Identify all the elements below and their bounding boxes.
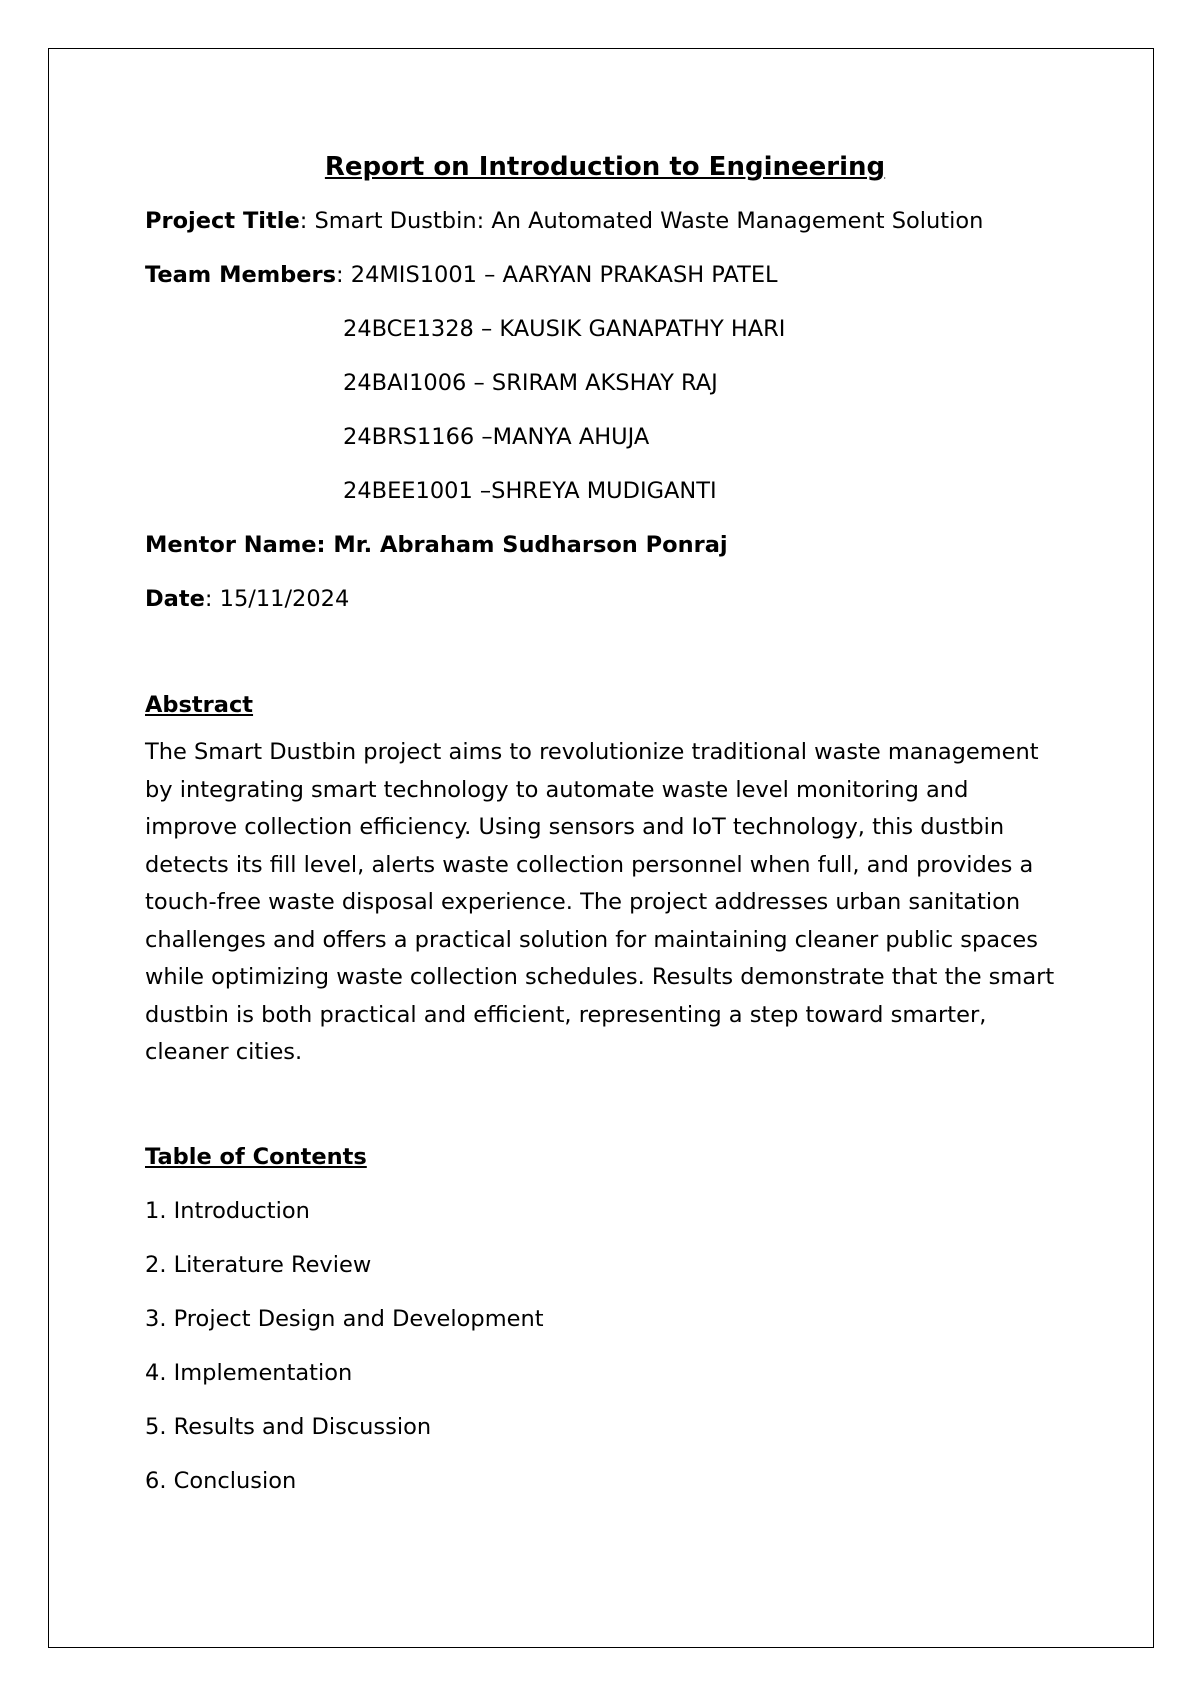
team-member-item [145, 248, 1065, 302]
mentor-row [145, 518, 1065, 572]
team-members-label: Team Members [145, 262, 337, 288]
abstract-text: The Smart Dustbin project aims to revolutionize traditional waste management by integrating smart technology to automate waste level monitoring and improve collection efficiency. Using sensors and IoT technology, this dustbin detects its fill level, alerts waste collection personnel when full, and provides a touch-free waste disposal experience. The project addresses urban sanitation challenges and offers a practical solution for maintaining cleaner public spaces while optimizing waste collection schedules. Results demonstrate that the smart dustbin is both practical and efficient, representing a step toward smarter, cleaner cities. [145, 739, 1055, 1065]
team-member-name: 24BCE1328 – KAUSIK GANAPATHY HARI [343, 316, 786, 342]
label-colon: : [299, 208, 315, 234]
label-colon: : [204, 586, 220, 612]
document-body [145, 146, 1065, 1508]
report-title: Report on Introduction to Engineering [324, 152, 886, 182]
mentor-label: Mentor Name: [145, 532, 334, 558]
toc-item: 2. Literature Review [145, 1251, 372, 1278]
team-member-name: 24BAI1006 – SRIRAM AKSHAY RAJ [343, 370, 718, 396]
team-member-name: 24MIS1001 – AARYAN PRAKASH PATEL [350, 262, 778, 288]
mentor-name: Mr. Abraham Sudharson Ponraj [333, 532, 728, 558]
team-member-item [145, 410, 1065, 464]
project-title-label: Project Title [145, 208, 300, 234]
toc-item: 6. Conclusion [145, 1467, 297, 1494]
abstract-heading: Abstract [145, 692, 254, 718]
team-members-list [145, 248, 1065, 518]
team-member-item [145, 302, 1065, 356]
toc-item: 5. Results and Discussion [145, 1413, 432, 1440]
date-value: 15/11/2024 [219, 586, 350, 612]
toc-heading: Table of Contents [145, 1143, 367, 1170]
date-row [145, 572, 1065, 626]
toc-list [145, 1184, 1065, 1508]
toc-item: 4. Implementation [145, 1359, 353, 1386]
team-member-name: 24BRS1166 –MANYA AHUJA [343, 424, 650, 450]
date-label: Date [145, 586, 205, 612]
team-member-item [145, 464, 1065, 518]
toc-item: 3. Project Design and Development [145, 1305, 544, 1332]
toc-item: 1. Introduction [145, 1197, 310, 1224]
project-title-value: Smart Dustbin: An Automated Waste Management Solution [314, 208, 984, 234]
label-colon: : [336, 262, 351, 288]
team-member-item [145, 356, 1065, 410]
team-member-name: 24BEE1001 –SHREYA MUDIGANTI [343, 478, 717, 504]
project-title-row [145, 194, 1065, 248]
